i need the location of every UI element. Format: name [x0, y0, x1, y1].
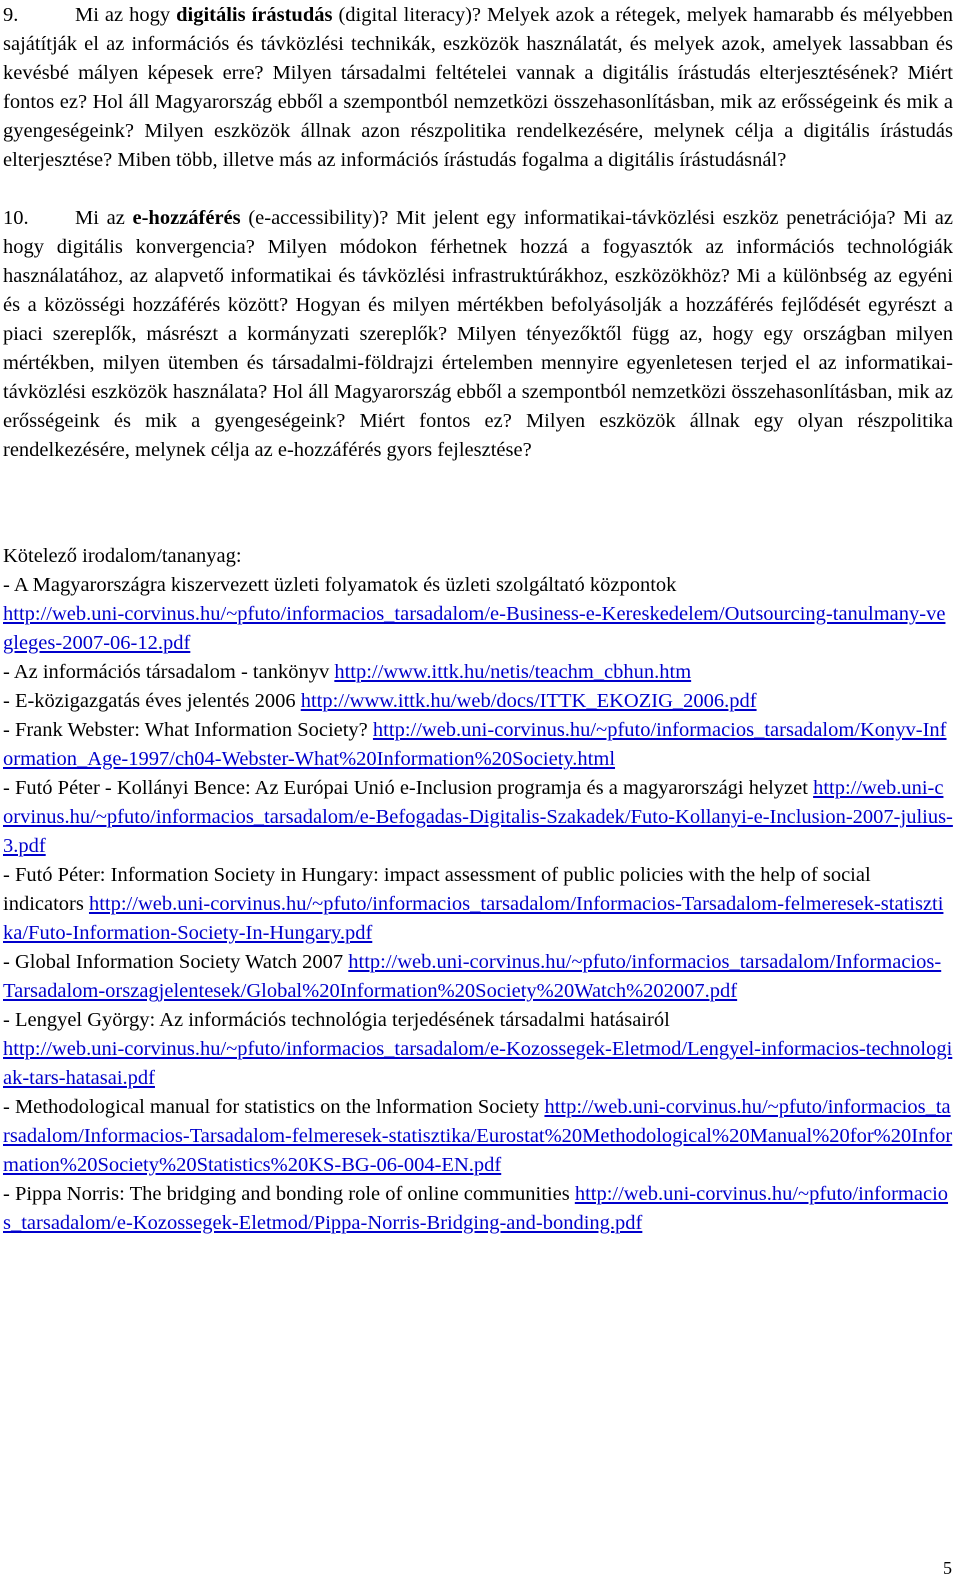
question-number: 10. — [3, 207, 29, 229]
reading-item — [3, 861, 953, 948]
reading-item-text: - Frank Webster: What Information Society? — [3, 719, 373, 741]
reading-list-title: Kötelező irodalom/tananyag: — [3, 545, 242, 567]
reading-item — [3, 1006, 953, 1093]
reading-item-text: - Az információs társadalom - tankönyv — [3, 661, 335, 683]
reading-item-link[interactable]: http://web.uni-corvinus.hu/~pfuto/informacios_tarsadalom/e-Befogadas-Digitalis-Szakadek/Futo-Kollanyi-e-Inclusion-2007-julius-3.pdf — [3, 777, 953, 857]
question-10 — [3, 204, 953, 465]
reading-item — [3, 948, 953, 1006]
reading-item — [3, 1093, 953, 1180]
reading-item-text: - A Magyarországra kiszervezett üzleti folyamatok és üzleti szolgáltató központok — [3, 574, 677, 596]
reading-item-link[interactable]: http://web.uni-corvinus.hu/~pfuto/informacios_tarsadalom/Informacios-Tarsadalom-orszagjelentesek/Global%20Information%20Society%20Watch%202007.pdf — [3, 951, 942, 1002]
reading-item-link[interactable]: http://web.uni-corvinus.hu/~pfuto/informacios_tarsadalom/Konyv-Information_Age-1997/ch04-Webster-What%20Information%20Society.html — [3, 719, 947, 770]
page-number: 5 — [943, 1558, 952, 1578]
reading-item-text: - E-közigazgatás éves jelentés 2006 — [3, 690, 301, 712]
question-term: digitális írástudás — [176, 4, 333, 26]
document-page — [3, 0, 953, 1238]
reading-item — [3, 571, 953, 658]
reading-item-text: - Pippa Norris: The bridging and bonding role of online communities — [3, 1183, 575, 1205]
reading-item-text: - Global Information Society Watch 2007 — [3, 951, 349, 973]
reading-item-text: - Futó Péter: Information Society in Hungary: impact assessment of public policies with the help of social indicators — [3, 864, 871, 915]
question-lead: Mi az hogy — [75, 4, 177, 26]
reading-item — [3, 774, 953, 861]
question-body: (digital literacy)? Melyek azok a rétegek, melyek hamarabb és mélyebben sajátítják el az információs és távközlési technikák, eszközök használatát, és melyek azok, amelyek lassabban és kevésbé mályen képesek erre? Milyen társadalmi feltételei vannak a digitális írástudás elterjesztésének? Miért fontos ez? Hol áll Magyarország ebből a szempontból nemzetközi összehasonlításban, mik az erősségeink és mik a gyengeségeink? Milyen eszközök állnak azon részpolitika rendelkezésére, melynek célja a digitális írástudás elterjesztése? Miben több, illetve más az információs írástudás fogalma a digitális írástudásnál? — [3, 4, 953, 171]
reading-item-link[interactable]: http://web.uni-corvinus.hu/~pfuto/informacios_tarsadalom/e-Kozossegek-Eletmod/Pippa-Norris-Bridging-and-bonding.pdf — [3, 1183, 949, 1234]
reading-item-text: - Methodological manual for statistics on the lnformation Society — [3, 1096, 545, 1118]
question-9 — [3, 1, 953, 175]
reading-item — [3, 658, 953, 687]
reading-item-link[interactable]: http://web.uni-corvinus.hu/~pfuto/informacios_tarsadalom/e-Business-e-Kereskedelem/Outsourcing-tanulmany-vegleges-2007-06-12.pdf — [3, 603, 946, 654]
reading-item-text: - Futó Péter - Kollányi Bence: Az Európai Unió e-Inclusion programja és a magyarországi helyzet — [3, 777, 814, 799]
reading-item-link[interactable]: http://web.uni-corvinus.hu/~pfuto/informacios_tarsadalom/Informacios-Tarsadalom-felmeresek-statisztika/Eurostat%20Methodological%20Manual%20for%20Information%20Society%20Statistics%20KS-BG-06-004-EN.pdf — [3, 1096, 953, 1176]
reading-item-link[interactable]: http://web.uni-corvinus.hu/~pfuto/informacios_tarsadalom/e-Kozossegek-Eletmod/Lengyel-informacios-technologiak-tars-hatasai.pdf — [3, 1038, 953, 1089]
reading-item — [3, 716, 953, 774]
reading-item — [3, 687, 953, 716]
reading-list — [3, 571, 953, 1238]
question-term: e-hozzáférés — [132, 207, 241, 229]
reading-item-link[interactable]: http://www.ittk.hu/netis/teachm_cbhun.htm — [334, 661, 692, 683]
reading-item — [3, 1180, 953, 1238]
question-lead: Mi az — [75, 207, 133, 229]
reading-item-link[interactable]: http://www.ittk.hu/web/docs/ITTK_EKOZIG_2006.pdf — [300, 690, 757, 712]
question-number: 9. — [3, 4, 19, 26]
question-body: (e-accessibility)? Mit jelent egy informatikai-távközlési eszköz penetrációja? Mi az hogy digitális konvergencia? Milyen módokon férhetnek hozzá a fogyasztók az információs technológiák használatához, az alapvető informatikai és távközlési infrastruktúrákhoz, eszközökhöz? Mi a különbség az egyéni és a közösségi hozzáférés között? Hogyan és milyen mértékben befolyásolják a hozzáférés fejlődését egyrészt a piaci szereplők, másrészt a kormányzati szereplők? Milyen tényezőktől függ az, hogy egy országban milyen mértékben, milyen ütemben és társadalmi-földrajzi értelemben mennyire egyenletesen terjed el az informatikai-távközlési eszközök használata? Hol áll Magyarország ebből a szempontból nemzetközi összehasonlításban, mik az erősségeink és mik a gyengeségeink? Miért fontos ez? Milyen eszközök állnak egy olyan részpolitika rendelkezésére, melynek célja az e-hozzáférés gyors fejlesztése? — [3, 207, 953, 461]
reading-item-text: - Lengyel György: Az információs technológia terjedésének társadalmi hatásairól — [3, 1009, 670, 1031]
reading-item-link[interactable]: http://web.uni-corvinus.hu/~pfuto/informacios_tarsadalom/Informacios-Tarsadalom-felmeresek-statisztika/Futo-Information-Society-In-Hungary.pdf — [3, 893, 944, 944]
